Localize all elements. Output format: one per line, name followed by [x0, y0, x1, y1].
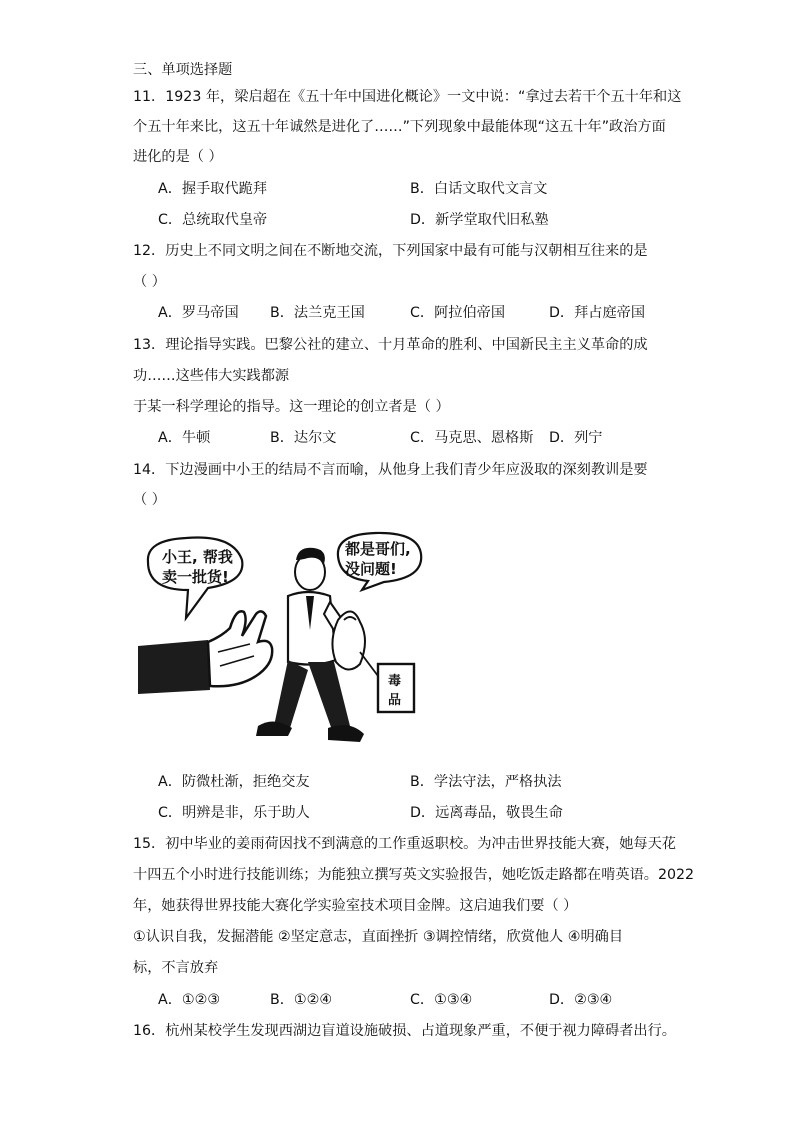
- question-15-option-b: B．①②④: [270, 992, 333, 1008]
- person-right-shoe: [328, 725, 364, 742]
- stop-hand: [208, 611, 272, 686]
- question-15-text: ①认识自我，发掘潜能 ②坚定意志，直面挫折 ③调控情绪，欣赏他人 ④明确目: [133, 929, 624, 945]
- question-12-option-a: A．罗马帝国: [158, 305, 239, 321]
- person-left-leg: [274, 660, 308, 728]
- question-14-option-c: C．明辨是非，乐于助人: [158, 805, 310, 821]
- left-bubble-text-2: 卖一批货!: [162, 568, 229, 586]
- question-13-option-c: C．马克思、恩格斯: [410, 430, 534, 446]
- right-bubble-text-2: 没问题!: [345, 560, 397, 578]
- question-14-option-d: D．远离毒品，敬畏生命: [410, 805, 563, 821]
- cartoon-illustration: [138, 530, 438, 762]
- question-11-text: 11．1923 年，梁启超在《五十年中国进化概论》一文中说：“拿过去若干个五十年和这: [133, 89, 682, 105]
- question-13-text: 13．理论指导实践。巴黎公社的建立、十月革命的胜利、中国新民主主义革命的成: [133, 337, 648, 353]
- question-13-text: 功……这些伟大实践都源: [133, 368, 290, 384]
- drug-bag: [332, 611, 365, 669]
- question-13-option-b: B．达尔文: [270, 430, 337, 446]
- question-14-text: （ ）: [133, 492, 166, 508]
- question-15-option-a: A．①②③: [158, 992, 221, 1008]
- question-12-text: 12．历史上不同文明之间在不断地交流，下列国家中最有可能与汉朝相互往来的是: [133, 243, 648, 259]
- question-13-text: 于某一科学理论的指导。这一理论的创立者是（ ）: [133, 399, 450, 415]
- question-14-text: 14．下边漫画中小王的结局不言而喻，从他身上我们青少年应汲取的深刻教训是要: [133, 462, 648, 478]
- drug-label-text-2: 品: [388, 693, 402, 708]
- question-11-option-b: B．白话文取代文言文: [410, 181, 548, 197]
- question-15-text: 15．初中毕业的姜雨荷因找不到满意的工作重返职校。为冲击世界技能大赛，她每天花: [133, 836, 676, 852]
- question-11-option-c: C．总统取代皇帝: [158, 212, 268, 228]
- question-16-text: 16．杭州某校学生发现西湖边盲道设施破损、占道现象严重，不便于视力障碍者出行。: [133, 1023, 676, 1039]
- question-12-option-d: D．拜占庭帝国: [549, 305, 646, 321]
- question-12-option-c: C．阿拉伯帝国: [410, 305, 506, 321]
- question-15-text: 年，她获得世界技能大赛化学实验室技术项目金牌。这启迪我们要（ ）: [133, 898, 578, 914]
- question-13-option-a: A．牛顿: [158, 430, 211, 446]
- section-heading: 三、单项选择题: [133, 62, 233, 78]
- left-bubble-text-1: 小王, 帮我: [162, 548, 233, 566]
- person-right-leg: [308, 662, 350, 730]
- question-12-option-b: B．法兰克王国: [270, 305, 365, 321]
- sleeve: [138, 640, 210, 694]
- question-11-option-d: D．新学堂取代旧私塾: [410, 212, 549, 228]
- question-15-text: 十四五个小时进行技能训练；为能独立撰写英文实验报告，她吃饭走路都在啃英语。2022: [133, 867, 695, 883]
- right-bubble-text-1: 都是哥们,: [345, 540, 411, 558]
- question-11-text: 个五十年来比，这五十年诚然是进化了……”下列现象中最能体现“这五十年”政治方面: [133, 119, 666, 135]
- question-13-option-d: D．列宁: [549, 430, 603, 446]
- drug-label-text-1: 毒: [388, 674, 402, 689]
- question-14-option-a: A．防微杜渐，拒绝交友: [158, 774, 310, 790]
- question-15-option-c: C．①③④: [410, 992, 473, 1008]
- question-15-text: 标，不言放弃: [133, 960, 219, 976]
- question-12-text: （ ）: [133, 274, 166, 290]
- question-11-option-a: A．握手取代跪拜: [158, 181, 268, 197]
- question-15-option-d: D．②③④: [549, 992, 613, 1008]
- question-11-text: 进化的是（ ）: [133, 149, 223, 165]
- question-14-option-b: B．学法守法，严格执法: [410, 774, 562, 790]
